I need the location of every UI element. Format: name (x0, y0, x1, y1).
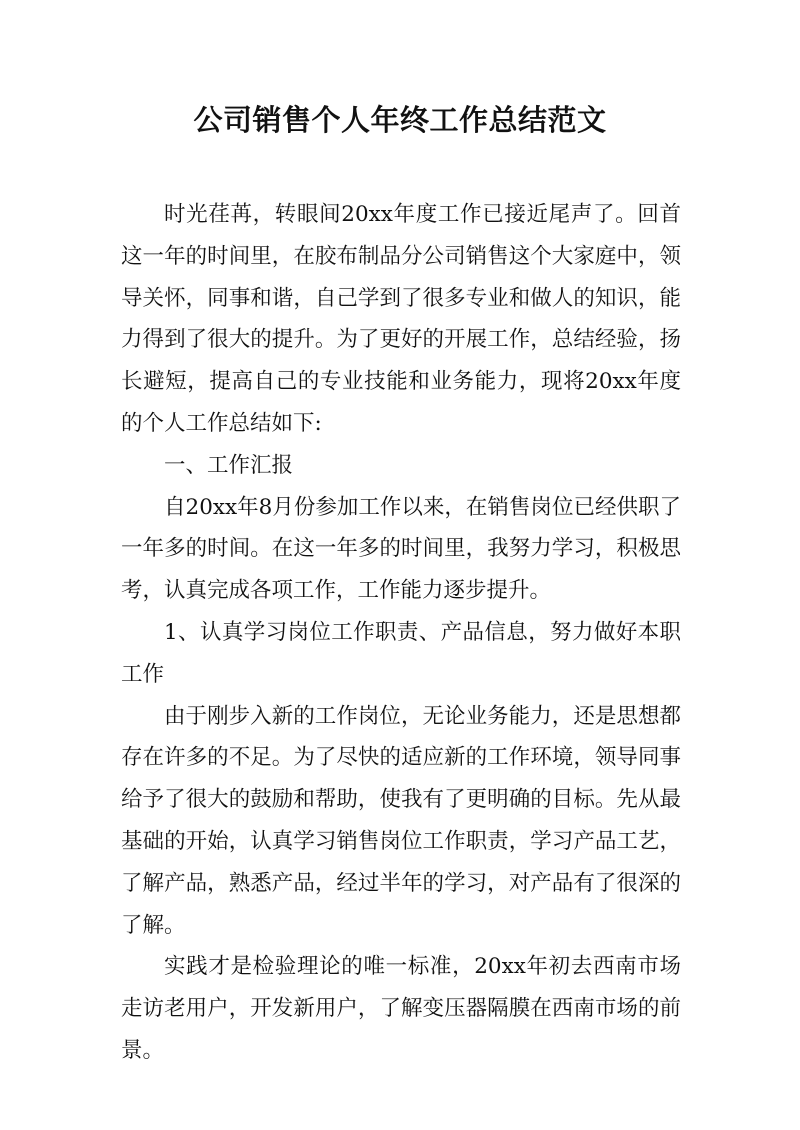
study-duties-paragraph: 由于刚步入新的工作岗位，无论业务能力，还是思想都存在许多的不足。为了尽快的适应新的工作环境，领导同事给予了很大的鼓励和帮助，使我有了更明确的目标。先从最基础的开始，认真学习销售岗位工作职责，学习产品工艺，了解产品，熟悉产品，经过半年的学习，对产品有了很深的了解。 (121, 703, 681, 938)
document-body (121, 194, 681, 1072)
subheading-study-duties: 1、认真学习岗位工作职责、产品信息，努力做好本职工作 (121, 619, 681, 687)
section-heading-work-report: 一、工作汇报 (164, 452, 294, 478)
document-title: 公司销售个人年终工作总结范文 (193, 103, 607, 137)
work-report-paragraph: 自20xx年8月份参加工作以来，在销售岗位已经供职了一年多的时间。在这一年多的时间里，我努力学习，积极思考，认真完成各项工作，工作能力逐步提升。 (121, 494, 681, 604)
practice-paragraph: 实践才是检验理论的唯一标准，20xx年初去西南市场走访老用户，开发新用户，了解变压器隔膜在西南市场的前景。 (121, 954, 681, 1063)
intro-paragraph: 时光荏苒，转眼间20xx年度工作已接近尾声了。回首这一年的时间里，在胶布制品分公司销售这个大家庭中，领导关怀，同事和谐，自己学到了很多专业和做人的知识，能力得到了很大的提升。为了更好的开展工作，总结经验，扬长避短，提高自己的专业技能和业务能力，现将20xx年度的个人工作总结如下: (121, 202, 681, 436)
